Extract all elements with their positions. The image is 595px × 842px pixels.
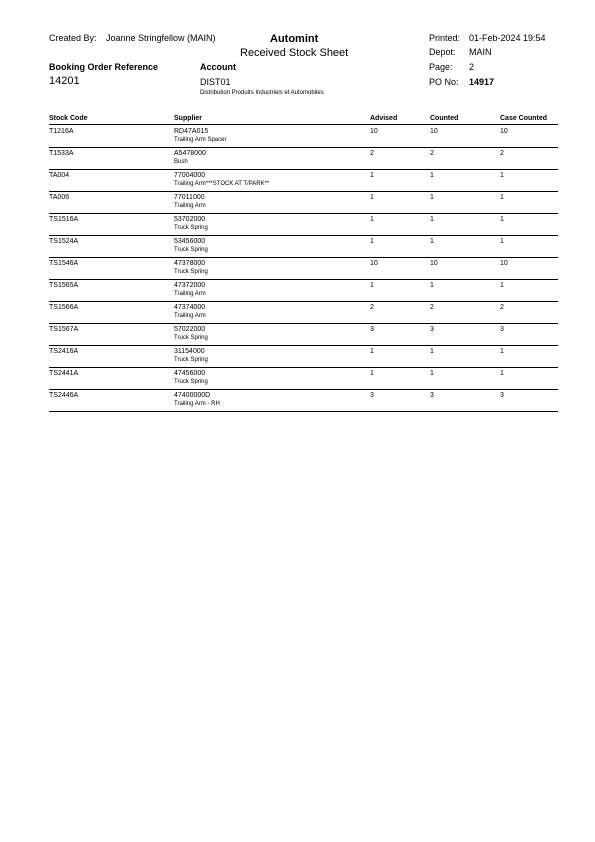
- stock-code-cell: TS1566A: [49, 304, 79, 311]
- depot-value: MAIN: [469, 47, 492, 57]
- stock-code-cell: TS1516A: [49, 216, 79, 223]
- supplier-code-cell: 53702000: [174, 216, 206, 223]
- case-counted-cell: 1: [500, 282, 504, 289]
- table-row: [0, 346, 595, 368]
- counted-cell: 3: [430, 326, 434, 333]
- header-divider: [49, 124, 558, 125]
- counted-cell: 1: [430, 370, 434, 377]
- stock-code-cell: TS1565A: [49, 282, 79, 289]
- page-label: Page:: [429, 62, 453, 72]
- table-row: [0, 236, 595, 258]
- company-name: Automint: [270, 33, 319, 45]
- po-label: PO No:: [429, 77, 459, 87]
- description-cell: Trailing Arm: [174, 291, 206, 297]
- printed-label: Printed:: [429, 33, 461, 43]
- table-row: [0, 148, 595, 170]
- description-cell: Trailing Arm - RH: [174, 401, 220, 407]
- case-counted-cell: 1: [500, 348, 504, 355]
- row-divider: [49, 411, 558, 412]
- page-value: 2: [469, 62, 475, 72]
- supplier-code-cell: 47378000: [174, 260, 206, 267]
- stock-code-cell: T1533A: [49, 150, 74, 157]
- case-counted-cell: 1: [500, 370, 504, 377]
- table-row: [0, 258, 595, 280]
- advised-cell: 10: [370, 128, 378, 135]
- description-cell: Truck Spring: [174, 225, 208, 231]
- created-by-value: Joanne Stringfellow (MAIN): [106, 33, 216, 43]
- counted-cell: 1: [430, 238, 434, 245]
- column-header-stock-code: Stock Code: [49, 115, 88, 122]
- supplier-code-cell: RD47A015: [174, 128, 209, 135]
- advised-cell: 1: [370, 348, 374, 355]
- description-cell: Trailing Arm Spacer: [174, 137, 227, 143]
- description-cell: Bush: [174, 159, 188, 165]
- counted-cell: 1: [430, 282, 434, 289]
- stock-code-cell: TS1567A: [49, 326, 79, 333]
- supplier-code-cell: 31154000: [174, 348, 205, 355]
- po-value: 14917: [469, 77, 495, 87]
- case-counted-cell: 1: [500, 216, 504, 223]
- counted-cell: 1: [430, 348, 434, 355]
- counted-cell: 1: [430, 172, 434, 179]
- table-row: [0, 170, 595, 192]
- case-counted-cell: 3: [500, 392, 504, 399]
- supplier-code-cell: 47372000: [174, 282, 206, 289]
- stock-code-cell: TA004: [49, 172, 70, 179]
- supplier-code-cell: 77011000: [174, 194, 205, 201]
- column-header-supplier: Supplier: [174, 115, 203, 122]
- stock-code-cell: TS1546A: [49, 260, 79, 267]
- supplier-code-cell: 47374000: [174, 304, 206, 311]
- case-counted-cell: 1: [500, 172, 504, 179]
- case-counted-cell: 2: [500, 304, 504, 311]
- counted-cell: 10: [430, 128, 438, 135]
- description-cell: Truck Spring: [174, 247, 208, 253]
- booking-ref-value: 14201: [49, 75, 80, 87]
- advised-cell: 1: [370, 216, 374, 223]
- printed-value: 01-Feb-2024 19:54: [469, 33, 546, 43]
- case-counted-cell: 1: [500, 194, 504, 201]
- description-cell: Truck Spring: [174, 357, 208, 363]
- counted-cell: 1: [430, 194, 434, 201]
- advised-cell: 3: [370, 392, 374, 399]
- case-counted-cell: 2: [500, 150, 504, 157]
- supplier-code-cell: 47456000: [174, 370, 206, 377]
- advised-cell: 3: [370, 326, 374, 333]
- description-cell: Trailing Arm***STOCK AT T/PARK**: [174, 181, 270, 187]
- supplier-code-cell: 53456000: [174, 238, 206, 245]
- table-row: [0, 324, 595, 346]
- supplier-code-cell: A5478000: [174, 150, 206, 157]
- table-row: [0, 214, 595, 236]
- created-by-label: Created By:: [49, 33, 97, 43]
- table-row: [0, 126, 595, 148]
- report-title: Received Stock Sheet: [240, 47, 349, 59]
- counted-cell: 1: [430, 216, 434, 223]
- advised-cell: 1: [370, 238, 374, 245]
- stock-code-cell: TS2416A: [49, 348, 79, 355]
- counted-cell: 10: [430, 260, 438, 267]
- account-label: Account: [200, 62, 236, 72]
- description-cell: Trailing Arm: [174, 203, 206, 209]
- description-cell: Trailing Arm: [174, 313, 206, 319]
- supplier-code-cell: 47400000D: [174, 392, 211, 399]
- account-code: DIST01: [200, 77, 231, 87]
- column-header-advised: Advised: [370, 115, 398, 122]
- advised-cell: 2: [370, 150, 374, 157]
- table-row: [0, 192, 595, 214]
- advised-cell: 10: [370, 260, 378, 267]
- counted-cell: 2: [430, 150, 434, 157]
- account-name: Distribution Produits Industriels et Automobiles: [200, 90, 324, 96]
- stock-code-cell: TS1524A: [49, 238, 79, 245]
- case-counted-cell: 1: [500, 238, 504, 245]
- stock-code-cell: TS2446A: [49, 392, 79, 399]
- case-counted-cell: 10: [500, 128, 508, 135]
- table-row: [0, 368, 595, 390]
- supplier-code-cell: 57022000: [174, 326, 206, 333]
- stock-code-cell: TS2441A: [49, 370, 79, 377]
- description-cell: Truck Spring: [174, 335, 208, 341]
- counted-cell: 2: [430, 304, 434, 311]
- booking-ref-label: Booking Order Reference: [49, 62, 159, 72]
- table-row: [0, 280, 595, 302]
- column-header-case-counted: Case Counted: [500, 115, 548, 122]
- supplier-code-cell: 77004000: [174, 172, 206, 179]
- description-cell: Truck Spring: [174, 379, 208, 385]
- advised-cell: 1: [370, 194, 374, 201]
- advised-cell: 1: [370, 172, 374, 179]
- depot-label: Depot:: [429, 47, 456, 57]
- advised-cell: 2: [370, 304, 374, 311]
- case-counted-cell: 3: [500, 326, 504, 333]
- stock-code-cell: TA006: [49, 194, 70, 201]
- table-row: [0, 302, 595, 324]
- table-row: [0, 390, 595, 412]
- advised-cell: 1: [370, 370, 374, 377]
- counted-cell: 3: [430, 392, 434, 399]
- case-counted-cell: 10: [500, 260, 508, 267]
- column-header-counted: Counted: [430, 115, 459, 122]
- advised-cell: 1: [370, 282, 374, 289]
- stock-code-cell: T1216A: [49, 128, 74, 135]
- description-cell: Truck Spring: [174, 269, 208, 275]
